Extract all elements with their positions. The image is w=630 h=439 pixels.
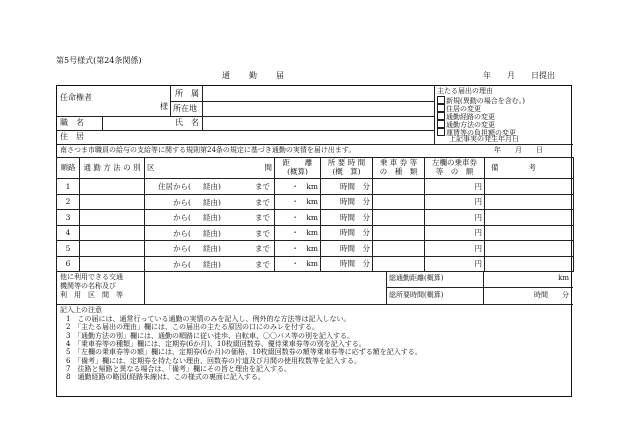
remarks-header: 備 考: [485, 158, 574, 179]
distance-cell[interactable]: ・ km: [275, 241, 321, 257]
fare-cell[interactable]: 円: [425, 256, 485, 272]
remarks-cell[interactable]: [485, 241, 574, 257]
table-row: [57, 241, 574, 257]
seq-cell: 4: [57, 225, 80, 241]
remarks-cell[interactable]: [485, 194, 574, 210]
location-field[interactable]: [204, 105, 432, 114]
checkbox-icon: [437, 96, 445, 104]
fare-header: 左欄の乗車券 等 の 額: [425, 158, 485, 179]
appointer-suffix: 様: [160, 102, 168, 111]
ticket-cell[interactable]: [373, 256, 425, 272]
method-cell[interactable]: [80, 194, 145, 210]
time-header: 所 要 時 間 (概 算): [321, 158, 373, 179]
form-title: 通 勤 届: [222, 71, 285, 80]
method-cell[interactable]: [80, 225, 145, 241]
form-number: 第5号様式(第24条関係): [56, 56, 142, 65]
until-text: まで: [255, 197, 270, 207]
table-header-row: [57, 158, 574, 179]
via-text: 経由): [203, 228, 221, 238]
other-transport-label: 他に利用できる交通 機関等の名称及び 利 用 区 間 等: [60, 273, 123, 299]
reason-item[interactable]: 住居の変更: [437, 104, 481, 113]
time-cell[interactable]: 時間 分: [321, 194, 373, 210]
table-row: [57, 179, 574, 195]
remarks-cell[interactable]: [485, 179, 574, 195]
method-cell[interactable]: [80, 179, 145, 195]
time-cell[interactable]: 時間 分: [321, 256, 373, 272]
commute-form: [56, 85, 572, 397]
reason-item[interactable]: 運賃等の負担額の変更: [437, 128, 516, 137]
until-text: まで: [255, 213, 270, 222]
affiliation-label: 所 属: [175, 89, 199, 98]
until-text: まで: [255, 244, 270, 253]
method-cell[interactable]: [80, 210, 145, 226]
until-text: まで: [255, 259, 270, 269]
checkbox-icon: [437, 104, 445, 112]
seq-cell: 5: [57, 241, 80, 257]
section-cell[interactable]: [145, 210, 275, 226]
note-item: 6 「備考」欄には、定期券を持たない理由、回数券の片道及び月間の使用枚数等を記入する。: [66, 356, 361, 365]
appointer-label: 任命権者: [60, 93, 92, 102]
note-item: 5 「左欄の乗車券等の額」欄には、定期券(6か月)の価格、10枚綴回数券の額等乗車券等に応ずる額を記入する。: [66, 348, 422, 357]
address-label: 住 居: [60, 132, 84, 141]
seq-header: 順路: [57, 158, 80, 179]
from-text: から(: [173, 259, 191, 269]
note-item: 4 「乗車券等の種類」欄には、定期券(6か月)、10枚綴回数券、優待乗車券等の別を記入する。: [66, 339, 366, 348]
fare-cell[interactable]: 円: [425, 210, 485, 226]
notes-list: [66, 315, 422, 382]
note-item: 2 「主たる届出の理由」欄には、この届出の主たる原因の口にのみレを付する。: [66, 323, 319, 332]
name-label: 氏 名: [175, 118, 199, 127]
checkbox-icon: [437, 128, 445, 136]
distance-cell[interactable]: ・ km: [275, 225, 321, 241]
from-text: から(: [173, 244, 191, 253]
note-item: 7 往路と帰路と異なる場合は、「備考」欄にその旨と理由を記入する。: [66, 364, 291, 373]
section-cell[interactable]: [145, 256, 275, 272]
total-distance-field[interactable]: km: [558, 274, 569, 282]
time-cell[interactable]: 時間 分: [321, 225, 373, 241]
total-time-label: 総所要時間(概算): [389, 291, 444, 299]
table-row: [57, 194, 574, 210]
section-cell[interactable]: [145, 179, 275, 195]
position-label: 職 名: [60, 118, 84, 127]
route-table: [56, 157, 574, 272]
location-label: 所在地: [173, 104, 197, 113]
ticket-cell[interactable]: [373, 210, 425, 226]
note-item: 3 「通勤方法の別」欄には、通勤の順路に従い徒歩、自転車、〇〇バス等の別を記入する。: [66, 331, 354, 340]
reason-item[interactable]: 新規(異動の場合を含む。): [437, 96, 525, 105]
fare-cell[interactable]: 円: [425, 241, 485, 257]
via-text: 経由): [203, 197, 221, 207]
checkbox-icon: [437, 112, 445, 120]
distance-cell[interactable]: ・ km: [275, 210, 321, 226]
occurrence-label: 上記事実の発生年月日: [449, 135, 519, 143]
table-row: [57, 225, 574, 241]
reason-item[interactable]: 通勤経路の変更: [437, 112, 495, 121]
total-time-field[interactable]: 時間 分: [534, 291, 569, 299]
ticket-cell[interactable]: [373, 194, 425, 210]
ticket-cell[interactable]: [373, 241, 425, 257]
seq-cell: 1: [57, 179, 80, 195]
time-cell[interactable]: 時間 分: [321, 241, 373, 257]
note-item: 8 通勤経路の略図(経路朱線)は、この様式の裏面に記入する。: [66, 373, 265, 382]
fare-cell[interactable]: 円: [425, 179, 485, 195]
section-cell[interactable]: [145, 225, 275, 241]
remarks-cell[interactable]: [485, 210, 574, 226]
seq-cell: 6: [57, 256, 80, 272]
time-cell[interactable]: 時間 分: [321, 210, 373, 226]
section-cell[interactable]: [145, 194, 275, 210]
notes-heading: 記入上の注意: [60, 306, 102, 314]
submit-date: 年 月 日提出: [483, 71, 555, 80]
via-text: 経由): [203, 182, 221, 191]
time-cell[interactable]: 時間 分: [321, 179, 373, 195]
seq-cell: 3: [57, 210, 80, 226]
remarks-cell[interactable]: [485, 225, 574, 241]
note-item: 1 この届には、通常行っている通勤の実情のみを記入し、例外的な方法等は記入しない。: [66, 315, 351, 323]
address-field[interactable]: [97, 133, 432, 142]
distance-cell[interactable]: ・ km: [275, 256, 321, 272]
until-text: まで: [255, 228, 270, 238]
via-text: 経由): [203, 244, 221, 253]
via-text: 経由): [203, 259, 221, 269]
table-row: [57, 256, 574, 272]
section-header: 区 間: [145, 158, 275, 179]
table-row: [57, 210, 574, 226]
seq-cell: 2: [57, 194, 80, 210]
ticket-header: 乗 車 券 等 の 種 類: [373, 158, 425, 179]
fare-cell[interactable]: 円: [425, 225, 485, 241]
from-text: から(: [173, 228, 191, 238]
reason-item[interactable]: 通勤方法の変更: [437, 120, 495, 129]
remarks-cell[interactable]: [485, 256, 574, 272]
via-text: 経由): [203, 213, 221, 222]
from-text: から(: [173, 197, 191, 207]
reasons-heading: 主たる届出の理由: [437, 87, 493, 95]
other-transport-field[interactable]: [146, 274, 384, 300]
from-text: から(: [173, 213, 191, 222]
checkbox-icon: [437, 120, 445, 128]
fare-cell[interactable]: 円: [425, 194, 485, 210]
method-cell[interactable]: [80, 241, 145, 257]
from-text: 住居から(: [158, 182, 191, 191]
occurrence-date: 年 月 日: [494, 146, 543, 154]
total-distance-label: 総通勤距離(概算): [389, 274, 444, 282]
ticket-cell[interactable]: [373, 225, 425, 241]
method-cell[interactable]: [80, 256, 145, 272]
distance-header: 距 離 (概算): [275, 158, 321, 179]
ticket-cell[interactable]: [373, 179, 425, 195]
declaration-text: 南さつま市職員の給与の支給等に関する規則第24条の規定に基づき通勤の実情を届け出ます。: [60, 146, 356, 154]
section-cell[interactable]: [145, 241, 275, 257]
until-text: まで: [255, 182, 270, 191]
distance-cell[interactable]: ・ km: [275, 194, 321, 210]
position-field[interactable]: [104, 119, 168, 128]
distance-cell[interactable]: ・ km: [275, 179, 321, 195]
method-header: 通 勤 方 法 の 別: [80, 158, 145, 179]
name-field[interactable]: [204, 119, 432, 128]
affiliation-field[interactable]: [204, 90, 432, 99]
